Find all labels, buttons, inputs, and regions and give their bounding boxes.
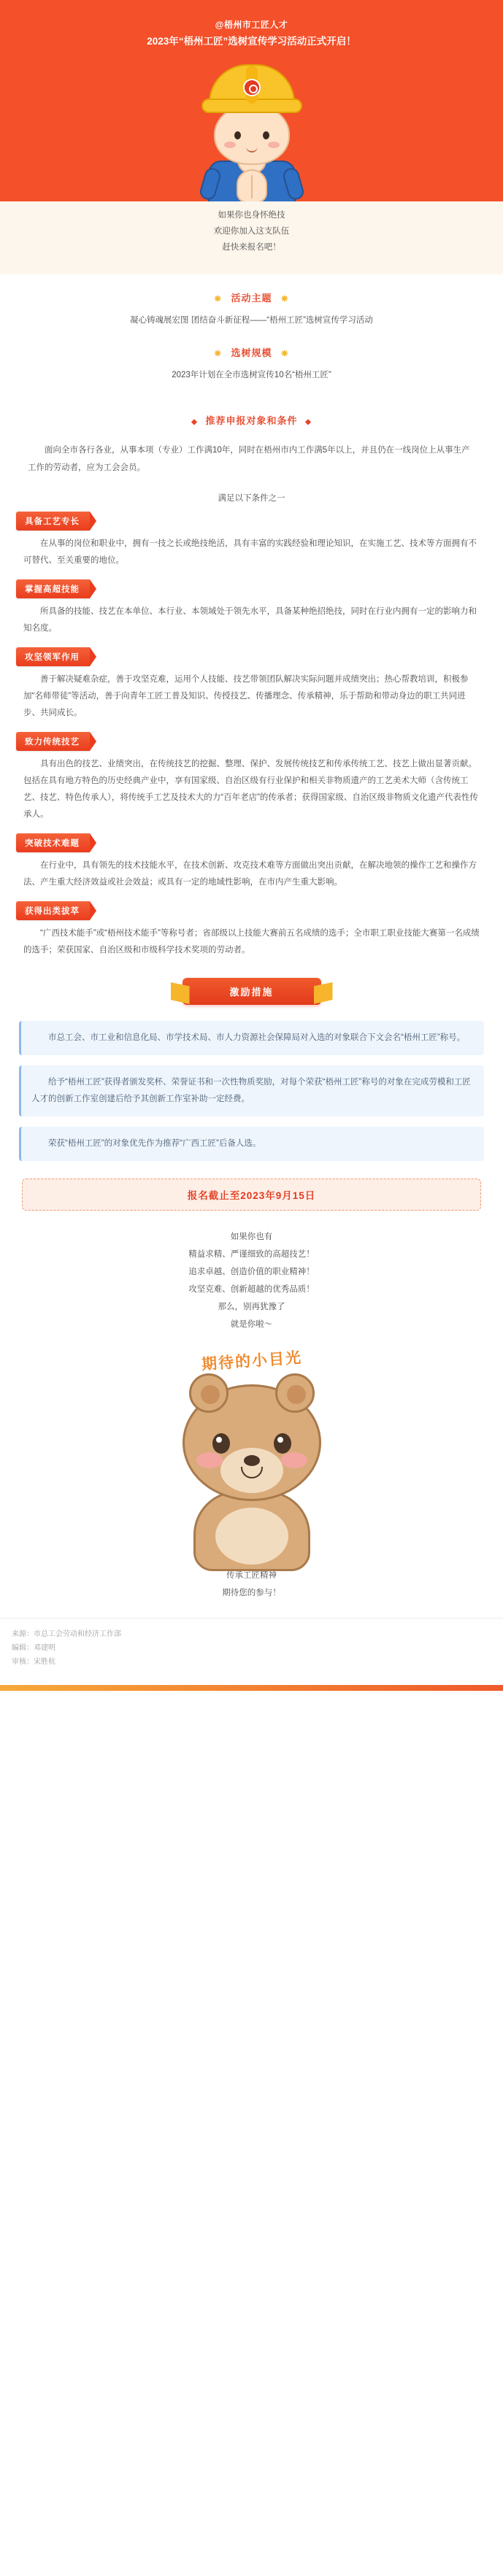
bottom-accent-bar bbox=[0, 1685, 503, 1691]
mouth-icon bbox=[246, 146, 258, 153]
bear-mouth-icon bbox=[241, 1467, 263, 1478]
hero-at-line: @梧州市工匠人才 bbox=[215, 20, 288, 30]
list-item bbox=[16, 512, 487, 569]
footer-editor-label: 编辑： bbox=[12, 1644, 34, 1652]
theme-body: 凝心铸魂展宏图 团结奋斗新征程——“梧州工匠”选树宣传学习活动 bbox=[130, 316, 373, 325]
bear-ear-right bbox=[275, 1373, 315, 1413]
section-heading-scale-label: 选树规模 bbox=[231, 347, 272, 358]
footer-meta bbox=[0, 1618, 503, 1685]
bear-head bbox=[183, 1384, 321, 1501]
eye-right-icon bbox=[263, 131, 269, 139]
conditions-heading: 满足以下条件之一 bbox=[218, 494, 285, 503]
incentive-banner bbox=[183, 978, 321, 1005]
closing-line-6: 就是你啦～ bbox=[230, 1320, 273, 1329]
footer-editor-row bbox=[12, 1641, 491, 1655]
safety-helmet-worker-icon bbox=[208, 64, 296, 201]
closing-line-5: 那么，别再犹豫了 bbox=[218, 1303, 285, 1311]
hero-text-block bbox=[0, 10, 503, 63]
condition-text: “广西技术能手”或“梧州技术能手”等称号者；省部级以上技能大赛前五名成绩的选手；全市职工职业技能大赛第一名成绩的选手；荣获国家、自治区级和市级科学技术奖项的劳动者。 bbox=[23, 929, 480, 955]
list-item bbox=[16, 833, 487, 891]
scale-body: 2023年计划在全市选树宣传10名“梧州工匠” bbox=[172, 371, 331, 379]
arm-left bbox=[198, 166, 222, 201]
blush-left bbox=[224, 142, 236, 148]
condition-ribbon-label: 突破技术难题 bbox=[16, 833, 90, 852]
closing-text-2 bbox=[0, 1564, 503, 1618]
footer-review-label: 审核： bbox=[12, 1658, 34, 1666]
condition-text: 具有出色的技艺、业绩突出，在传统技艺的挖掘、整理、保护、发展传统技艺和传承传统工艺、技艺上做出显著贡献。包括在具有地方特色的历史经典产业中，享有国家级、自治区级有行业保护和相关非物质遗产的工艺美术大师（含传统工艺、技艺、特色传承人），将传统手工艺及技术大的力“百年老店”的传承者；获得国家级、自治区级非物质文化遗产代表性传承人。 bbox=[23, 760, 478, 819]
bear-eye-right bbox=[274, 1433, 291, 1454]
bear-belly bbox=[215, 1508, 288, 1565]
bear-muzzle bbox=[220, 1448, 283, 1493]
closing2-line-2: 期待您的参与！ bbox=[222, 1589, 281, 1597]
bear-body bbox=[193, 1491, 310, 1571]
bear-illustration-area bbox=[0, 1345, 503, 1564]
section-heading-theme bbox=[0, 290, 503, 304]
footer-review-row bbox=[12, 1655, 491, 1669]
arm-right bbox=[281, 166, 305, 201]
list-item bbox=[16, 579, 487, 637]
closing-line-3: 追求卓越、创造价值的职业精神！ bbox=[188, 1268, 315, 1276]
condition-text: 所具备的技能、技艺在本单位、本行业、本领域处于领先水平，具备某种绝招绝技，同时在行业内拥有一定的影响力和知名度。 bbox=[23, 607, 477, 633]
card: 荣获“梧州工匠”的对象优先作为推荐“广西工匠”后备人选。 bbox=[19, 1127, 484, 1161]
closing-text bbox=[0, 1215, 503, 1341]
eye-left-icon bbox=[234, 131, 241, 139]
worker-body bbox=[208, 161, 296, 201]
lead-text bbox=[0, 201, 503, 274]
condition-text: 善于解决疑难杂症，善于攻坚克难，运用个人技能、技艺带领团队解决实际问题并成绩突出；热心帮教培训，积极参加“名师带徒”等活动，善于向青年工匠工普及知识、传授技艺、传播理念、传承精神，乐于帮助和带动身边的职工共同进步、共同成长。 bbox=[23, 675, 469, 717]
footer-source-row bbox=[12, 1627, 491, 1641]
condition-ribbon-label: 致力传统技艺 bbox=[16, 732, 90, 751]
card: 给予“梧州工匠”获得者颁发奖杯、荣誉证书和一次性物质奖励，对每个荣获“梧州工匠”称号的对象在完成劳模和工匠人才的创新工作室创建后给予其创新工作室补助一定经费。 bbox=[19, 1065, 484, 1117]
hero-header bbox=[0, 0, 503, 201]
deadline-badge: 报名截止至2023年9月15日 bbox=[22, 1179, 481, 1211]
flower-icon-left-2: ❋ bbox=[214, 350, 222, 358]
condition-text: 在从事的岗位和职业中，拥有一技之长或绝技绝活，具有丰富的实践经验和理论知识，在实施工艺、技术等方面拥有不可替代、至关重要的地位。 bbox=[23, 539, 477, 565]
section-heading-targets bbox=[0, 413, 503, 427]
helmet-badge-icon bbox=[243, 79, 261, 96]
targets-body: 面向全市各行各业，从事本项（专业）工作满10年，同时在梧州市内工作满5年以上，并且仍在一线岗位上从事生产工作的劳动者，应为工会会员。 bbox=[28, 446, 470, 472]
bear-nose-icon bbox=[244, 1455, 260, 1466]
condition-ribbon-label: 掌握高超技能 bbox=[16, 579, 90, 598]
lead-line-3: 赶快来报名吧！ bbox=[222, 243, 281, 252]
conditions-list bbox=[0, 507, 503, 959]
mascot-area bbox=[0, 63, 503, 201]
footer-source-value: 市总工会劳动和经济工作部 bbox=[34, 1630, 121, 1638]
bear-ear-left bbox=[189, 1373, 229, 1413]
incentive-banner-label: 激励措施 bbox=[183, 978, 321, 1005]
incentive-cards bbox=[0, 1017, 503, 1161]
lead-line-2: 欢迎你加入这支队伍 bbox=[213, 227, 290, 236]
footer-review-value: 宋胜杭 bbox=[34, 1658, 55, 1666]
footer-source-label: 来源： bbox=[12, 1630, 34, 1638]
helmet-icon bbox=[209, 64, 295, 109]
closing2-line-1: 传承工匠精神 bbox=[226, 1571, 277, 1580]
closing-line-2: 精益求精、严谨细致的高超技艺！ bbox=[188, 1250, 315, 1259]
illustration-caption: 期待的小目光 bbox=[200, 1349, 303, 1373]
condition-ribbon-label: 获得出类拔萃 bbox=[16, 901, 90, 920]
blush-right bbox=[268, 142, 280, 148]
cute-bear-icon bbox=[175, 1384, 329, 1571]
condition-ribbon-label: 具备工艺专长 bbox=[16, 512, 90, 531]
closing-line-4: 攻坚克难、创新超越的优秀品质！ bbox=[188, 1285, 315, 1294]
flower-icon-right-2: ❋ bbox=[281, 350, 289, 358]
section-heading-scale bbox=[0, 345, 503, 359]
flower-icon-right: ❋ bbox=[281, 295, 289, 304]
diamond-icon-left: ◆ bbox=[191, 418, 198, 426]
list-item bbox=[16, 647, 487, 722]
lead-line-1: 如果你也身怀绝技 bbox=[218, 211, 285, 220]
praying-hands-icon bbox=[237, 169, 267, 201]
bear-blush-right bbox=[281, 1452, 307, 1468]
closing-line-1: 如果你也有 bbox=[230, 1233, 273, 1241]
list-item bbox=[16, 732, 487, 823]
section-heading-targets-label: 推荐申报对象和条件 bbox=[205, 415, 298, 426]
bear-eye-left bbox=[212, 1433, 230, 1454]
bear-blush-left bbox=[196, 1452, 223, 1468]
flower-icon-left: ❋ bbox=[214, 295, 222, 304]
condition-text: 在行业中，具有领先的技术技能水平，在技术创新、攻克技术难等方面做出突出贡献，在解决地领的操作工艺和操作方法、产生重大经济效益或社会效益；或具有一定的地域性影响，在市内产生重大影响。 bbox=[23, 861, 477, 887]
section-heading-theme-label: 活动主题 bbox=[231, 293, 272, 304]
condition-ribbon-label: 攻坚领军作用 bbox=[16, 647, 90, 666]
list-item bbox=[16, 901, 487, 959]
diamond-icon-right: ◆ bbox=[305, 418, 312, 426]
hero-title: 2023年“梧州工匠”选树宣传学习活动正式开启！ bbox=[147, 36, 356, 47]
card: 市总工会、市工业和信息化局、市学技术局、市人力资源社会保障局对入选的对象联合下文会名“梧州工匠”称号。 bbox=[19, 1021, 484, 1055]
footer-editor-value: 邓建明 bbox=[34, 1644, 55, 1652]
